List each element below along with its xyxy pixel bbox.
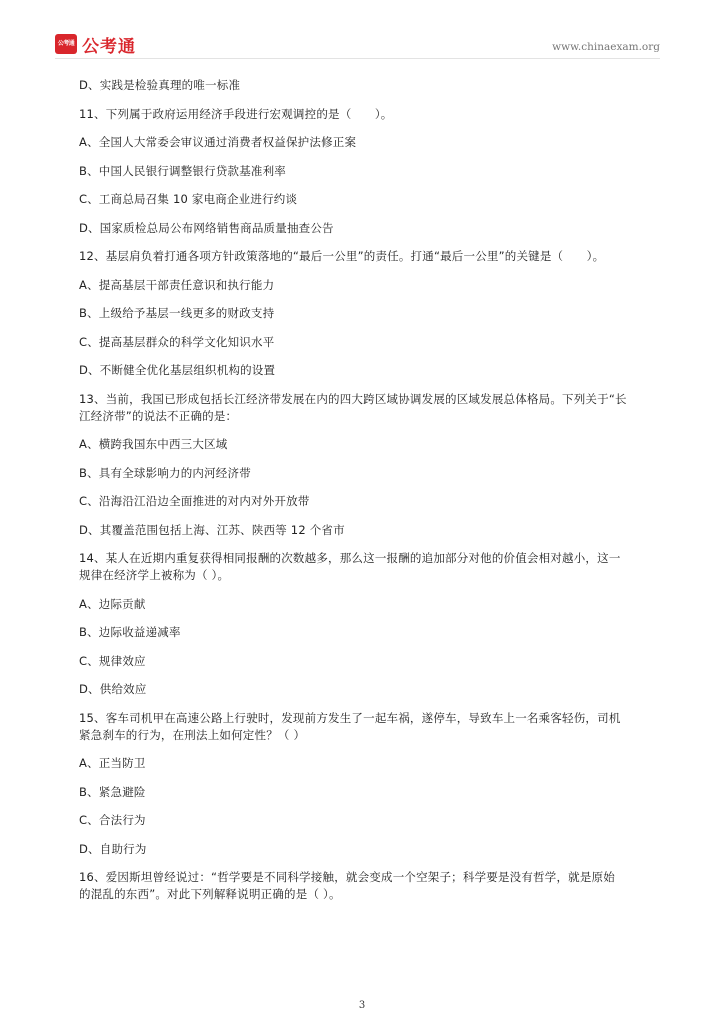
logo[interactable] (55, 33, 136, 55)
option-line: D、供给效应 (79, 682, 147, 696)
document-body (79, 77, 669, 915)
question-15-stem: 15、客车司机甲在高速公路上行驶时，发现前方发生了一起车祸，遂停车，导致车上一名乘客轻伤，司机 (79, 710, 621, 725)
option-line: A、提高基层干部责任意识和执行能力 (79, 277, 275, 292)
option-line: C、合法行为 (79, 813, 146, 827)
option-line: A、边际贡献 (79, 596, 146, 611)
option-line: D、其覆盖范围包括上海、江苏、陕西等 12 个省市 (79, 522, 345, 537)
option-line: D、国家质检总局公布网络销售商品质量抽查公告 (79, 220, 334, 235)
option-line: C、沿海沿江沿边全面推进的对内对外开放带 (79, 494, 310, 508)
question-16-stem-cont: 的混乱的东西”。对此下列解释说明正确的是（ ）。 (79, 887, 341, 901)
header-divider (55, 58, 660, 59)
question-11-stem: 11、下列属于政府运用经济手段进行宏观调控的是（ ）。 (79, 106, 393, 121)
logo-text: 公考通 (82, 36, 136, 57)
text-line: D、实践是检验真理的唯一标准 (79, 78, 241, 92)
logo-badge-icon: 公考通 (55, 34, 77, 54)
option-line: C、工商总局召集 10 家电商企业进行约谈 (79, 192, 298, 206)
option-line: B、上级给予基层一线更多的财政支持 (79, 306, 275, 320)
question-12-stem: 12、基层肩负着打通各项方针政策落地的“最后一公里”的责任。打通“最后一公里”的关键是（ ）。 (79, 249, 605, 263)
option-line: B、紧急避险 (79, 784, 146, 799)
option-line: C、规律效应 (79, 653, 146, 668)
option-line: A、正当防卫 (79, 756, 146, 770)
page-header (0, 0, 724, 64)
option-line: A、全国人大常委会审议通过消费者权益保护法修正案 (79, 135, 357, 149)
option-line: B、中国人民银行调整银行贷款基准利率 (79, 163, 286, 178)
option-line: B、具有全球影响力的内河经济带 (79, 465, 251, 480)
option-line: A、横跨我国东中西三大区域 (79, 437, 228, 451)
question-14-stem-cont: 规律在经济学上被称为（ ）。 (79, 568, 230, 582)
option-line: D、自助行为 (79, 841, 147, 856)
question-14-stem: 14、某人在近期内重复获得相同报酬的次数越多，那么这一报酬的追加部分对他的价值会相对越小，这一 (79, 551, 621, 565)
question-13-stem: 13、当前，我国已形成包括长江经济带发展在内的四大跨区域协调发展的区域发展总体格局。下列关于“长 (79, 391, 627, 406)
page-number: 3 (358, 1000, 366, 1011)
site-url[interactable]: www.chinaexam.org (552, 41, 660, 53)
option-line: C、提高基层群众的科学文化知识水平 (79, 334, 275, 349)
question-15-stem-cont: 紧急刹车的行为，在刑法上如何定性？（ ） (79, 727, 306, 742)
option-line: D、不断健全优化基层组织机构的设置 (79, 363, 276, 377)
option-line: B、边际收益递减率 (79, 625, 181, 639)
question-13-stem-cont: 江经济带”的说法不正确的是： (79, 408, 238, 423)
question-16-stem: 16、爱因斯坦曾经说过：“哲学要是不同科学接触，就会变成一个空架子；科学要是没有哲学，就是原始 (79, 870, 615, 884)
